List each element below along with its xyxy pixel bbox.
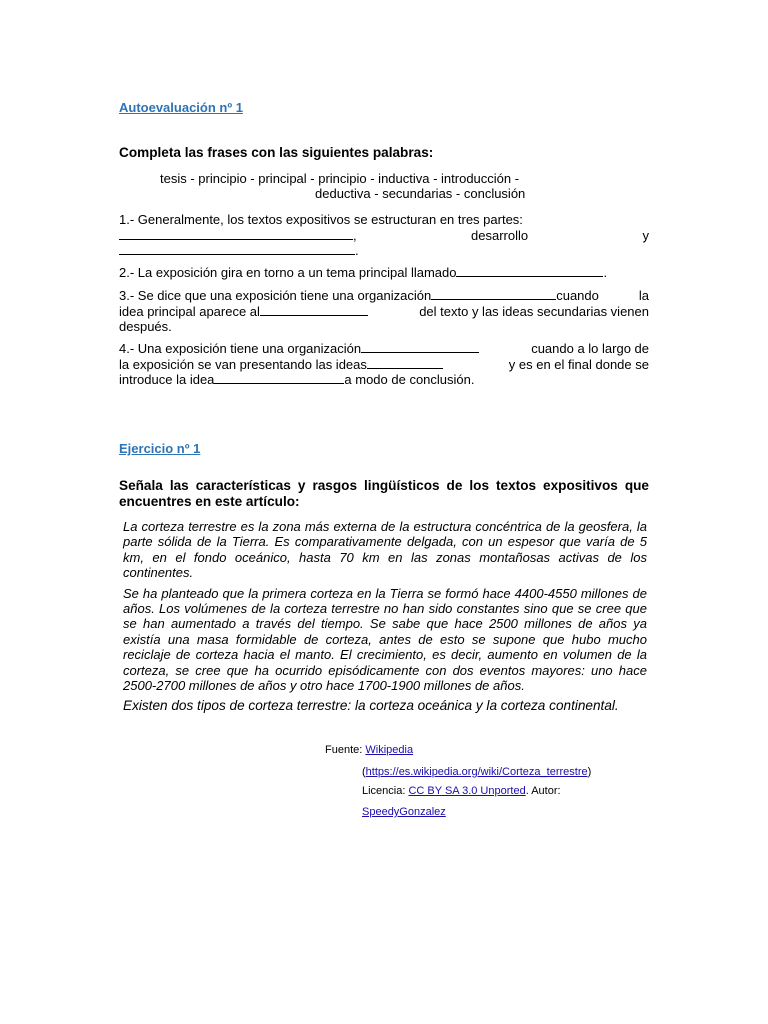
question-3-text-2: idea principal aparece al — [119, 303, 260, 319]
question-3-la: la — [638, 288, 649, 303]
autoevaluacion-heading: Autoevaluación nº 1 — [119, 100, 243, 115]
question-3-text-1: 3.- Se dice que una exposición tiene una organización — [119, 288, 432, 303]
license-label: Licencia: — [362, 785, 406, 797]
question-3-text-4: después. — [119, 319, 172, 335]
source-url-line — [362, 766, 591, 778]
word-bank-line-1: tesis - principio - principal - principio - inductiva - introducción - — [160, 171, 520, 186]
answer-blank[interactable] — [119, 243, 355, 255]
answer-blank[interactable] — [456, 265, 603, 277]
question-2-text: 2.- La exposición gira en torno a un tema principal llamado — [119, 265, 457, 280]
question-4-text-6: a modo de conclusión. — [344, 372, 475, 388]
article-quote — [123, 519, 647, 714]
question-1-line-3 — [119, 243, 649, 259]
answer-blank[interactable] — [214, 372, 344, 384]
source-line — [325, 744, 413, 756]
article-paragraph-1: La corteza terrestre es la zona más externa de la estructura concéntrica de la geosfera, la parte sólida de la Tierra. Es comparativamente delgada, con un espesor que varía de 5 km, en el fondo oceánico, hasta 70 km en las zonas montañosas activas de los continentes. — [123, 519, 647, 581]
question-2-end: . — [603, 265, 608, 280]
question-1-line-2 — [119, 228, 649, 244]
url-open-paren: ( — [362, 766, 366, 778]
word-bank-line-2: deductiva - secundarias - conclusión — [315, 186, 526, 201]
answer-blank[interactable] — [431, 288, 556, 300]
answer-blank[interactable] — [119, 228, 353, 240]
license-line — [362, 785, 561, 797]
question-1-comma: , — [353, 227, 357, 243]
author-line — [362, 806, 446, 818]
question-1 — [119, 212, 649, 259]
question-4-text-4: y es en el final donde se — [508, 356, 649, 372]
license-link[interactable]: CC BY SA 3.0 Unported — [408, 785, 526, 797]
source-label: Fuente: — [325, 744, 363, 756]
wikipedia-link[interactable]: Wikipedia — [365, 744, 414, 756]
question-1-line-1 — [119, 212, 649, 228]
ejercicio-instruction: Señala las características y rasgos lingüísticos de los textos expositivos que encuentres en este artículo: — [119, 478, 649, 509]
article-paragraph-3: Existen dos tipos de corteza terrestre: la corteza oceánica y la corteza continental. — [123, 698, 619, 714]
question-1-desarrollo: desarrollo — [471, 227, 529, 243]
author-label: . Autor: — [525, 785, 561, 797]
question-1-text: 1.- Generalmente, los textos expositivos se estructuran en tres partes: — [119, 212, 523, 227]
question-3-cuando: cuando — [556, 288, 599, 303]
answer-blank[interactable] — [260, 304, 368, 316]
source-url-link[interactable]: https://es.wikipedia.org/wiki/Corteza_terrestre — [365, 766, 588, 778]
article-paragraph-2: Se ha planteado que la primera corteza en la Tierra se formó hace 4400-4550 millones de años. Los volúmenes de la corteza terrestre no han sido constantes sino que se cree que se han aumentado a través del tiempo. Se sabe que hace 2500 millones de años ya existía una masa formidable de corteza, antes de esto se supone que hubo mucho reciclaje de corteza hacia el manto. El crecimiento, es decir, aumento en volumen de la corteza, se cree que ha ocurrido episódicamente con dos eventos mayores: uno hace 2500-2700 millones de años y otro hace 1700-1900 millones de años. — [123, 585, 647, 694]
question-4-text-2: cuando a lo largo de — [531, 341, 649, 356]
question-3 — [119, 288, 649, 335]
author-link[interactable]: SpeedyGonzalez — [362, 806, 446, 818]
autoevaluacion-instruction: Completa las frases con las siguientes palabras: — [119, 145, 434, 160]
answer-blank[interactable] — [361, 341, 479, 353]
answer-blank[interactable] — [367, 357, 443, 369]
question-2 — [119, 265, 649, 281]
question-1-end: . — [355, 243, 359, 259]
question-4-text-1: 4.- Una exposición tiene una organización — [119, 341, 362, 356]
ejercicio-heading: Ejercicio nº 1 — [119, 441, 201, 456]
question-3-text-3: del texto y las ideas secundarias vienen — [419, 303, 649, 319]
question-4 — [119, 341, 649, 388]
question-4-text-5: introduce la idea — [119, 372, 215, 388]
url-close-paren: ) — [587, 766, 592, 778]
question-1-y: y — [642, 227, 649, 243]
question-4-text-3: la exposición se van presentando las ideas — [119, 356, 367, 372]
